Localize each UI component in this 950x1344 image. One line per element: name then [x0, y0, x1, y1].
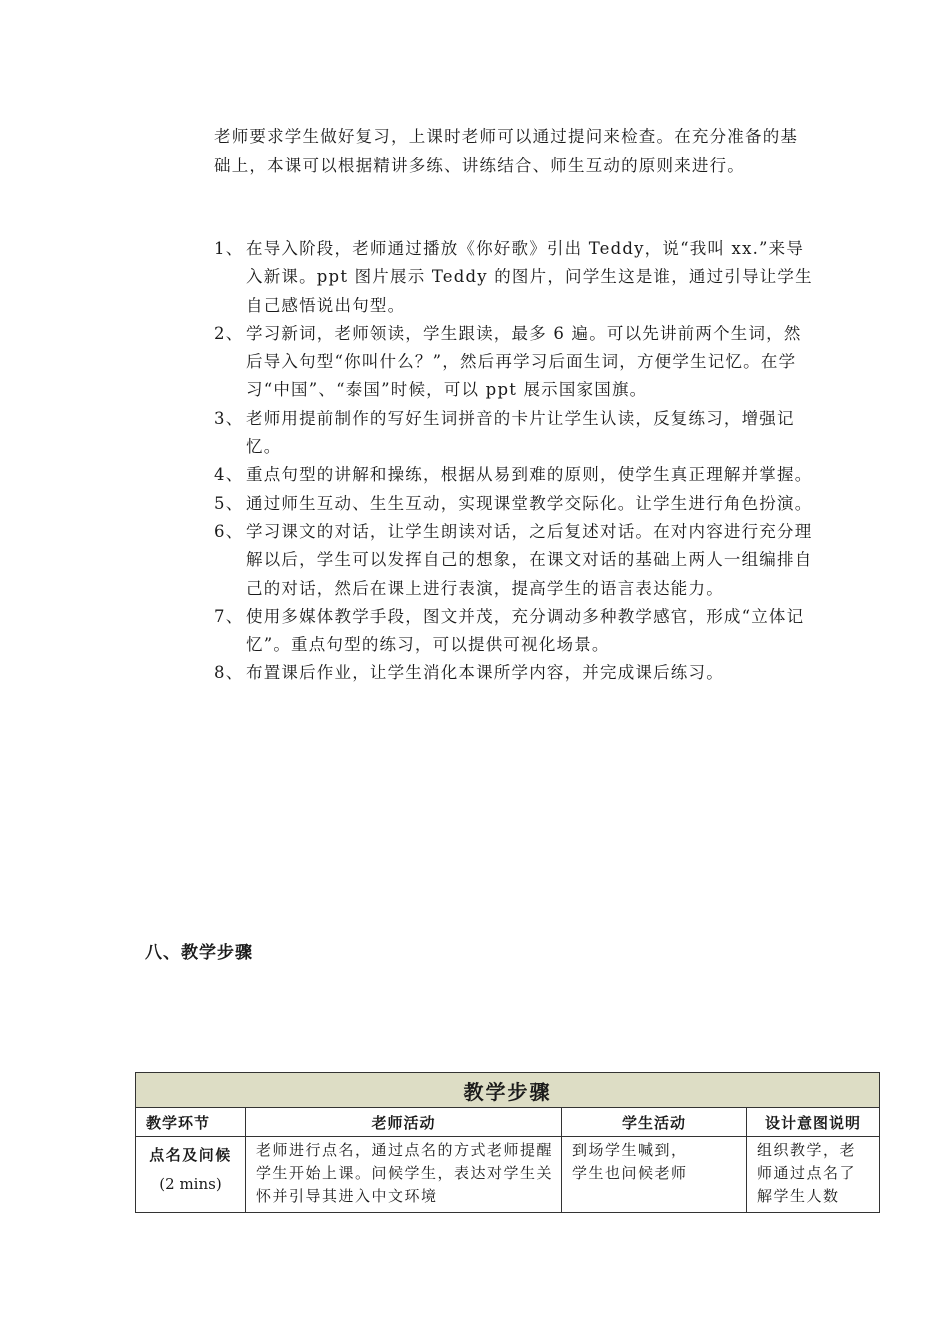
intro-paragraph: 老师要求学生做好复习，上课时老师可以通过提问来检查。在充分准备的基础上，本课可以根据精讲多练、讲练结合、师生互动的原则来进行。: [214, 127, 799, 175]
list-item-text: 重点句型的讲解和操练，根据从易到难的原则，使学生真正理解并掌握。: [246, 465, 813, 485]
teaching-method-list: [214, 235, 814, 688]
list-item-number: 2、: [214, 323, 244, 343]
list-item-text: 通过师生互动、生生互动，实现课堂教学交际化。让学生进行角色扮演。: [246, 493, 813, 513]
phase-duration: (2 mins): [159, 1175, 222, 1193]
list-item-number: 4、: [214, 465, 244, 485]
list-item-number: 8、: [214, 663, 244, 683]
student-activity-line: 学生也问候老师: [572, 1164, 688, 1182]
header-student-activity: 学生活动: [562, 1108, 747, 1137]
student-activity-cell: [562, 1137, 747, 1213]
student-activity-line: 到场学生喊到，: [572, 1141, 688, 1159]
list-item: [214, 405, 814, 462]
list-item-number: 5、: [214, 493, 244, 513]
list-item-text: 使用多媒体教学手段，图文并茂，充分调动多种教学感官，形成“立体记忆”。重点句型的练习，可以提供可视化场景。: [246, 606, 805, 655]
list-item: [214, 461, 814, 489]
list-item-text: 布置课后作业，让学生消化本课所学内容，并完成课后练习。: [246, 663, 724, 683]
header-design-intent: 设计意图说明: [747, 1108, 880, 1137]
list-item: [214, 603, 814, 660]
list-item-number: 1、: [214, 239, 244, 258]
phase-name: 点名及问候: [149, 1146, 232, 1164]
list-item-text: 在导入阶段，老师通过播放《你好歌》引出 Teddy，说“我叫 xx.”来导入新课。ppt 图片展示 Teddy 的图片，问学生这是谁，通过引导让学生自己感悟说出句型。: [246, 239, 813, 315]
list-item-number: 6、: [214, 521, 244, 541]
header-phase: 教学环节: [136, 1108, 246, 1137]
list-item-number: 3、: [214, 408, 244, 428]
teaching-steps-table: [135, 1072, 880, 1213]
list-item: [214, 518, 814, 603]
list-item: [214, 490, 814, 518]
list-item: [214, 659, 814, 687]
table-caption: 教学步骤: [136, 1073, 880, 1108]
header-teacher-activity: 老师活动: [246, 1108, 562, 1137]
list-item-text: 学习课文的对话，让学生朗读对话，之后复述对话。在对内容进行充分理解以后，学生可以发挥自己的想象，在课文对话的基础上两人一组编排自己的对话，然后在课上进行表演，提高学生的语言表达能力。: [246, 521, 813, 598]
list-item: [214, 320, 814, 405]
teacher-activity-cell: 老师进行点名，通过点名的方式老师提醒学生开始上课。问候学生，表达对学生关怀并引导其进入中文环境: [246, 1137, 562, 1213]
phase-cell: [136, 1137, 246, 1213]
list-item: [214, 235, 814, 320]
design-intent-cell: 组织教学，老师通过点名了解学生人数: [747, 1137, 880, 1213]
list-item-text: 学习新词，老师领读，学生跟读，最多 6 遍。可以先讲前两个生词，然后导入句型“你叫什么？”，然后再学习后面生词，方便学生记忆。在学习“中国”、“泰国”时候，可以 ppt 展示国家国旗。: [246, 323, 802, 400]
list-item-text: 老师用提前制作的写好生词拼音的卡片让学生认读，反复练习，增强记忆。: [246, 408, 795, 457]
section-title: 八、教学步骤: [145, 943, 253, 963]
list-item-number: 7、: [214, 606, 244, 626]
table-row: [136, 1137, 880, 1213]
